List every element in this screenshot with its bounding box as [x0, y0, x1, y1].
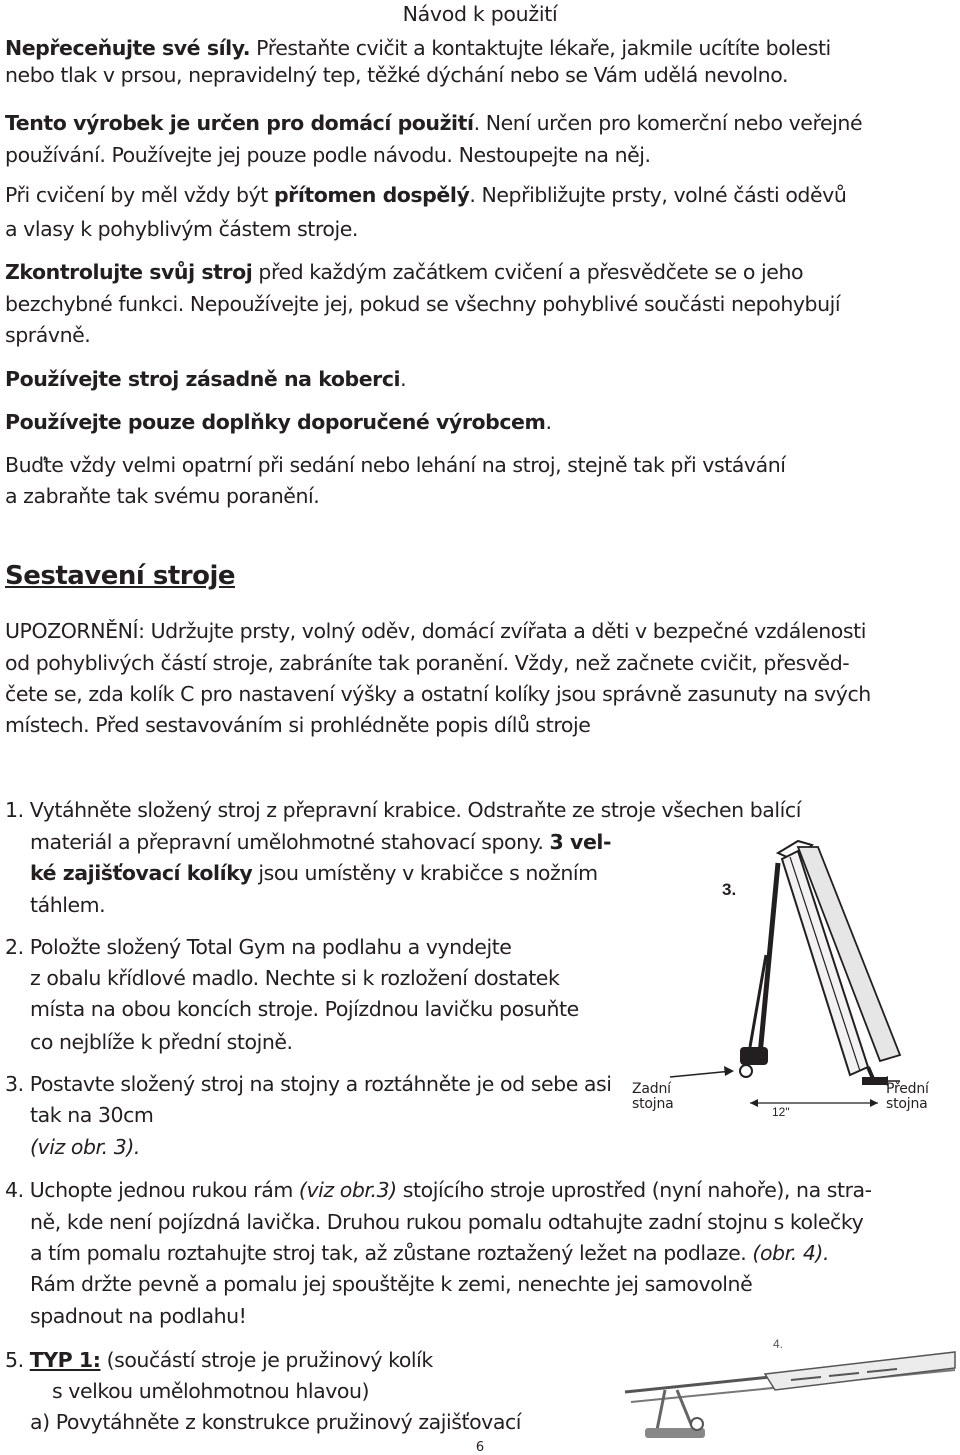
- page-title: Návod k použití: [402, 2, 558, 26]
- step-5-line-3: a) Povytáhněte z konstrukce pružinový zajišťovací: [30, 1410, 522, 1434]
- step-text: materiál a přepravní umělohmotné stahovací spony.: [30, 830, 550, 854]
- step-4-line-5: spadnout na podlahu!: [30, 1304, 247, 1328]
- page-number: 6: [475, 1440, 485, 1455]
- rear-leg-caption-line-2: stojna: [632, 1096, 674, 1113]
- step-2-line-3: místa na obou koncích stroje. Pojízdnou lavičku posuňte: [30, 997, 579, 1021]
- step-text: stojícího stroje uprostřed (nyní nahoře), na stra-: [396, 1178, 872, 1202]
- step-4-line-1: [5, 1180, 872, 1201]
- step-text: a tím pomalu roztahujte stroj tak, až zůstane roztažený ležet na podlaze.: [30, 1241, 753, 1265]
- front-leg-caption: [886, 1082, 929, 1113]
- rear-leg-icon: [760, 863, 778, 1055]
- intro-bold: Tento výrobek je určen pro domácí použití: [5, 111, 474, 135]
- step-type-label: TYP 1:: [29, 1348, 101, 1372]
- intro-line-7: [5, 262, 803, 283]
- rear-arrow-line: [670, 1071, 732, 1077]
- warning-line-1: UPOZORNĚNÍ: Udržujte prsty, volný oděv, domácí zvířata a děti v bezpečné vzdálenosti: [5, 619, 866, 643]
- unfolded-wheel-icon: [691, 1418, 703, 1430]
- intro-bold: Zkontrolujte svůj stroj: [5, 260, 253, 284]
- step-3-line-1: 3. Postavte složený stroj na stojny a roztáhněte je od sebe asi: [5, 1072, 612, 1096]
- intro-line-5: [5, 185, 846, 206]
- step-italic: (obr. 4).: [752, 1241, 830, 1265]
- intro-text: Přestaňte cvičit a kontaktujte lékaře, jakmile ucítíte bolesti: [250, 36, 831, 60]
- intro-line-4: používání. Používejte jej pouze podle návodu. Nestoupejte na něj.: [5, 143, 651, 167]
- figure-4-number: 4.: [773, 1337, 784, 1351]
- intro-line-3: [5, 113, 862, 134]
- intro-bold: přítomen dospělý: [273, 183, 470, 207]
- warning-line-3: čete se, zda kolík C pro nastavení výšky a ostatní kolíky jsou správně zasunuty na svých: [5, 682, 871, 706]
- step-bold: 3 vel-: [549, 830, 612, 854]
- step-text: jsou umístěny v krabičce s nožním: [252, 861, 598, 885]
- wheel-icon: [740, 1065, 752, 1077]
- step-5-line-2: s velkou umělohmotnou hlavou): [52, 1379, 370, 1403]
- unfolded-leg-icon: [657, 1390, 665, 1430]
- intro-line-13: a zabraňte tak svému poranění.: [5, 484, 320, 508]
- section-heading: Sestavení stroje: [5, 561, 235, 591]
- intro-text: .: [545, 410, 552, 434]
- intro-text: . Není určen pro komerční nebo veřejné: [473, 111, 863, 135]
- intro-bold: Nepřeceňujte své síly.: [5, 36, 251, 60]
- step-3-line-3: (viz obr. 3).: [30, 1135, 140, 1159]
- figure-3-number: 3.: [722, 880, 737, 899]
- step-text: 4. Uchopte jednou rukou rám: [5, 1178, 299, 1202]
- step-bold: ké zajišťovací kolíky: [30, 861, 253, 885]
- step-italic: (viz obr.3): [298, 1178, 397, 1202]
- step-1-line-2: [30, 832, 611, 853]
- intro-bold: Používejte pouze doplňky doporučené výrobcem: [5, 410, 546, 434]
- step-4-line-4: Rám držte pevně a pomalu jej spouštějte k zemi, nenechte jej samovolně: [30, 1272, 753, 1296]
- step-1-line-4: táhlem.: [30, 893, 106, 917]
- step-text: (součástí stroje je pružinový kolík: [100, 1348, 433, 1372]
- intro-bold: Používejte stroj zásadně na koberci: [5, 367, 401, 391]
- step-1-line-1: 1. Vytáhněte složený stroj z přepravní krabice. Odstraňte ze stroje všechen balící: [5, 798, 801, 822]
- intro-line-10: [5, 369, 406, 390]
- step-4-line-3: [30, 1243, 829, 1264]
- intro-text: před každým začátkem cvičení a přesvědčete se o jeho: [252, 260, 804, 284]
- step-1-line-3: [30, 863, 598, 884]
- intro-line-12: Buďte vždy velmi opatrní při sedání nebo lehání na stroj, stejně tak při vstávání: [5, 453, 786, 477]
- dimension-arrow-right-icon: [870, 1099, 878, 1107]
- step-2-line-4: co nejblíže k přední stojně.: [30, 1030, 293, 1054]
- front-leg-caption-line-2: stojna: [886, 1096, 928, 1113]
- intro-line-8: bezchybné funkci. Nepoužívejte jej, pokud se všechny pohyblivé součásti nepohybují: [5, 292, 841, 316]
- step-5-line-1: [5, 1350, 433, 1371]
- step-4-line-2: ně, kde není pojízdná lavička. Druhou rukou pomalu odtahujte zadní stojnu s kolečky: [30, 1210, 864, 1234]
- intro-line-11: [5, 412, 552, 433]
- intro-line-2: nebo tlak v prsou, nepravidelný tep, těžké dýchání nebo se Vám udělá nevolno.: [5, 63, 789, 87]
- step-text: 5.: [5, 1348, 30, 1372]
- intro-line-1: [5, 38, 831, 59]
- step-3-line-2: tak na 30cm: [30, 1103, 154, 1127]
- rear-leg-caption-line-1: Zadní: [632, 1081, 671, 1097]
- intro-text: .: [400, 367, 407, 391]
- rear-foot-icon: [740, 1047, 768, 1065]
- step-2-line-1: 2. Položte složený Total Gym na podlahu a vyndejte: [5, 935, 512, 959]
- intro-line-9: správně.: [5, 323, 91, 347]
- figure-4-illustration: [615, 1330, 960, 1445]
- dimension-label: 12": [772, 1105, 790, 1119]
- dimension-arrow-left-icon: [750, 1099, 758, 1107]
- warning-line-2: od pohyblivých částí stroje, zabráníte tak poranění. Vždy, než začnete cvičit, přesvěd-: [5, 651, 850, 675]
- unfolded-glideboard-icon: [765, 1352, 955, 1390]
- intro-line-6: a vlasy k pohyblivým částem stroje.: [5, 217, 358, 241]
- front-leg-caption-line-1: Přední: [886, 1081, 929, 1097]
- intro-text: . Nepřibližujte prsty, volné části oděvů: [469, 183, 847, 207]
- step-2-line-2: z obalu křídlové madlo. Nechte si k rozložení dostatek: [30, 966, 560, 990]
- warning-line-4: místech. Před sestavováním si prohlédněte popis dílů stroje: [5, 713, 591, 737]
- rear-leg-caption: [632, 1082, 674, 1113]
- rear-arrow-head-icon: [724, 1066, 734, 1076]
- intro-text: Při cvičení by měl vždy být: [5, 183, 274, 207]
